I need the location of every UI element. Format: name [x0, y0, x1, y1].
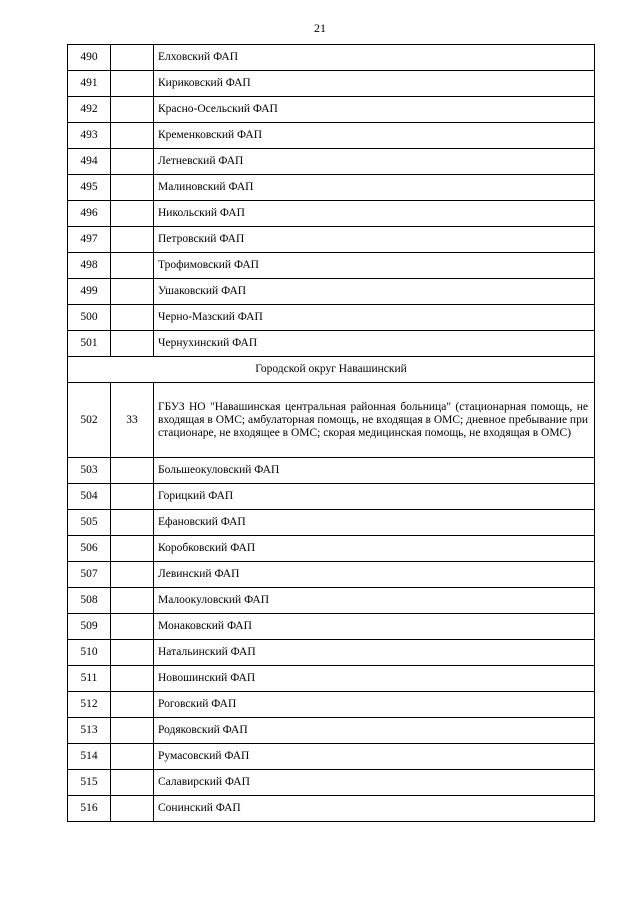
facility-name-cell: Румасовский ФАП [154, 744, 595, 770]
table-row [68, 588, 595, 614]
row-number-cell: 514 [68, 744, 111, 770]
table-row [68, 744, 595, 770]
row-number-cell: 512 [68, 692, 111, 718]
row-number-cell: 515 [68, 770, 111, 796]
row-number-cell: 499 [68, 279, 111, 305]
row-code-cell [111, 562, 154, 588]
row-number-cell: 500 [68, 305, 111, 331]
table-row [68, 796, 595, 822]
table-row [68, 71, 595, 97]
section-title: Городской округ Навашинский [68, 357, 595, 383]
row-code-cell [111, 253, 154, 279]
page-number: 21 [314, 21, 326, 35]
facility-name-cell: ГБУЗ НО "Навашинская центральная районная больница" (стационарная помощь, не входящая в ОМС; амбулаторная помощь, не входящая в ОМС; дневное пребывание при стационаре, не входящее в ОМС; скорая медицинская помощь, не входящая в ОМС) [154, 383, 595, 458]
row-code-cell [111, 718, 154, 744]
row-code-cell [111, 97, 154, 123]
facility-name-cell: Ушаковский ФАП [154, 279, 595, 305]
table-row [68, 536, 595, 562]
facility-name-cell: Левинский ФАП [154, 562, 595, 588]
row-number-cell: 507 [68, 562, 111, 588]
facility-name-cell: Родяковский ФАП [154, 718, 595, 744]
facility-name-cell: Летневский ФАП [154, 149, 595, 175]
table-row [68, 666, 595, 692]
table-row [68, 383, 595, 458]
row-code-cell: 33 [111, 383, 154, 458]
row-number-cell: 503 [68, 458, 111, 484]
table-row [68, 305, 595, 331]
row-number-cell: 516 [68, 796, 111, 822]
registry-table [67, 44, 595, 822]
facility-name-cell: Роговский ФАП [154, 692, 595, 718]
row-code-cell [111, 279, 154, 305]
row-number-cell: 509 [68, 614, 111, 640]
facility-name-cell: Большеокуловский ФАП [154, 458, 595, 484]
row-code-cell [111, 770, 154, 796]
facility-name-cell: Ефановский ФАП [154, 510, 595, 536]
row-number-cell: 508 [68, 588, 111, 614]
row-number-cell: 506 [68, 536, 111, 562]
row-code-cell [111, 331, 154, 357]
row-number-cell: 510 [68, 640, 111, 666]
row-number-cell: 504 [68, 484, 111, 510]
facility-name-cell: Натальинский ФАП [154, 640, 595, 666]
row-code-cell [111, 149, 154, 175]
table-row [68, 692, 595, 718]
table-row [68, 331, 595, 357]
table-row [68, 614, 595, 640]
row-number-cell: 496 [68, 201, 111, 227]
row-code-cell [111, 666, 154, 692]
facility-name-cell: Кременковский ФАП [154, 123, 595, 149]
table-row [68, 640, 595, 666]
facility-name-cell: Монаковский ФАП [154, 614, 595, 640]
facility-name-cell: Малоокуловский ФАП [154, 588, 595, 614]
row-code-cell [111, 305, 154, 331]
row-number-cell: 513 [68, 718, 111, 744]
facility-name-cell: Елховский ФАП [154, 45, 595, 71]
table-row [68, 175, 595, 201]
row-number-cell: 501 [68, 331, 111, 357]
row-number-cell: 511 [68, 666, 111, 692]
section-header-row [68, 357, 595, 383]
row-code-cell [111, 692, 154, 718]
facility-name-cell: Петровский ФАП [154, 227, 595, 253]
row-code-cell [111, 536, 154, 562]
table-row [68, 279, 595, 305]
facility-name-cell: Коробковский ФАП [154, 536, 595, 562]
row-number-cell: 505 [68, 510, 111, 536]
row-number-cell: 494 [68, 149, 111, 175]
table-row [68, 718, 595, 744]
facility-name-cell: Малиновский ФАП [154, 175, 595, 201]
row-number-cell: 498 [68, 253, 111, 279]
row-number-cell: 495 [68, 175, 111, 201]
row-code-cell [111, 484, 154, 510]
row-code-cell [111, 614, 154, 640]
row-code-cell [111, 71, 154, 97]
facility-name-cell: Новошинский ФАП [154, 666, 595, 692]
row-code-cell [111, 201, 154, 227]
table-row [68, 253, 595, 279]
row-number-cell: 497 [68, 227, 111, 253]
table-row [68, 201, 595, 227]
facility-name-cell: Красно-Осельский ФАП [154, 97, 595, 123]
table-row [68, 149, 595, 175]
row-code-cell [111, 640, 154, 666]
facility-name-cell: Трофимовский ФАП [154, 253, 595, 279]
facility-name-cell: Чернухинский ФАП [154, 331, 595, 357]
table-row [68, 458, 595, 484]
table-row [68, 45, 595, 71]
table-row [68, 510, 595, 536]
table-row [68, 123, 595, 149]
row-code-cell [111, 510, 154, 536]
facility-name-cell: Салавирский ФАП [154, 770, 595, 796]
table-row [68, 562, 595, 588]
row-code-cell [111, 744, 154, 770]
table-row [68, 484, 595, 510]
row-code-cell [111, 588, 154, 614]
facility-name-cell: Сонинский ФАП [154, 796, 595, 822]
row-number-cell: 492 [68, 97, 111, 123]
row-code-cell [111, 123, 154, 149]
row-code-cell [111, 458, 154, 484]
facility-name-cell: Кириковский ФАП [154, 71, 595, 97]
row-number-cell: 502 [68, 383, 111, 458]
table-row [68, 770, 595, 796]
row-code-cell [111, 175, 154, 201]
registry-table-body [68, 45, 595, 822]
row-number-cell: 490 [68, 45, 111, 71]
facility-name-cell: Никольский ФАП [154, 201, 595, 227]
row-code-cell [111, 227, 154, 253]
row-code-cell [111, 796, 154, 822]
row-code-cell [111, 45, 154, 71]
facility-name-cell: Черно-Мазский ФАП [154, 305, 595, 331]
table-row [68, 227, 595, 253]
table-row [68, 97, 595, 123]
row-number-cell: 493 [68, 123, 111, 149]
row-number-cell: 491 [68, 71, 111, 97]
facility-name-cell: Горицкий ФАП [154, 484, 595, 510]
